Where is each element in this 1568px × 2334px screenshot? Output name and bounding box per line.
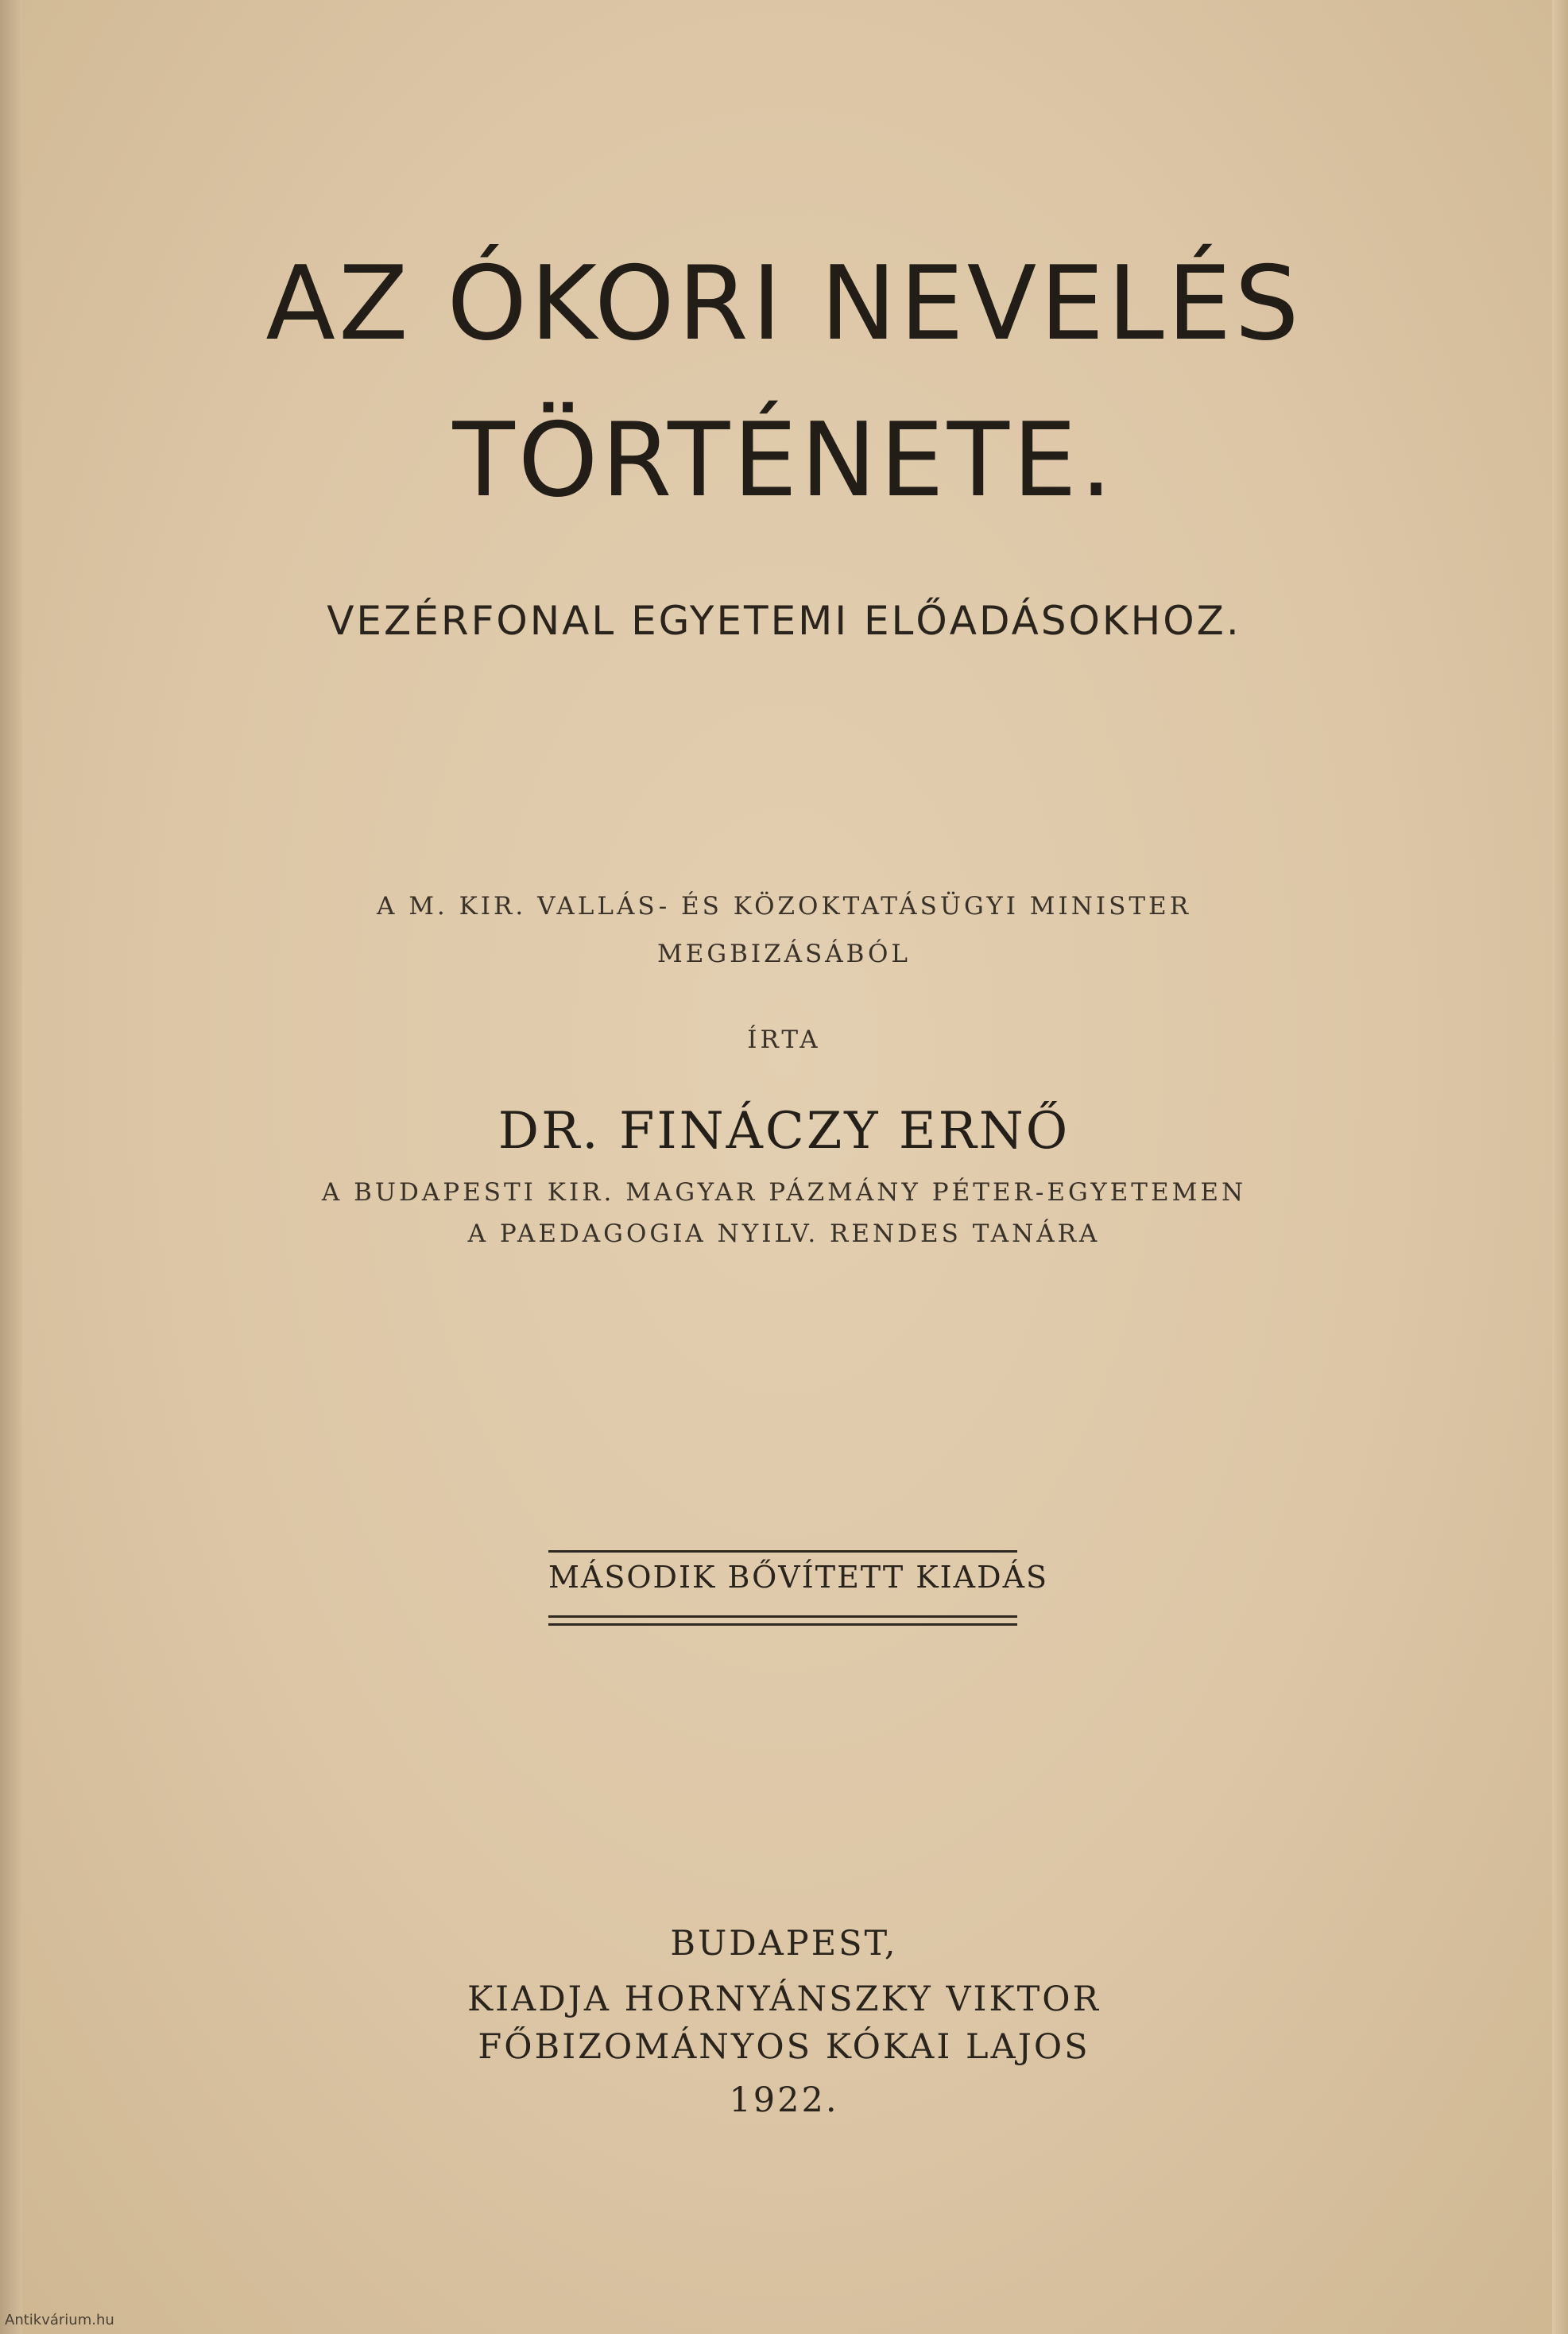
edition-rule-bottom-2: [548, 1623, 1017, 1626]
title-line-1: AZ ÓKORI NEVELÉS: [265, 245, 1303, 363]
edition-label: MÁSODIK BŐVÍTETT KIADÁS: [548, 1560, 1049, 1595]
commission-line-2: MEGBIZÁSÁBÓL: [656, 940, 912, 968]
author-affiliation-line-2: A PAEDAGOGIA NYILV. RENDES TANÁRA: [467, 1219, 1101, 1248]
written-by-label: ÍRTA: [747, 1025, 821, 1054]
edition-rule-top: [548, 1550, 1017, 1553]
imprint-publisher: KIADJA HORNYÁNSZKY VIKTOR: [467, 1979, 1101, 2019]
commission-line-1: A M. KIR. VALLÁS- ÉS KÖZOKTATÁSÜGYI MINISTER: [376, 892, 1192, 921]
author-name: DR. FINÁCZY ERNŐ: [498, 1102, 1070, 1161]
subtitle: VEZÉRFONAL EGYETEMI ELŐADÁSOKHOZ.: [327, 598, 1241, 644]
edition-rule-bottom-1: [548, 1615, 1017, 1618]
title-line-2: TÖRTÉNETE.: [452, 401, 1116, 520]
imprint-city: BUDAPEST,: [670, 1924, 898, 1964]
edition-box: [548, 1550, 1049, 1631]
imprint-distributor: FŐBIZOMÁNYOS KÓKAI LAJOS: [478, 2027, 1090, 2067]
imprint-year: 1922.: [729, 2080, 839, 2120]
watermark: Antikvárium.hu: [5, 2312, 114, 2328]
author-affiliation-line-1: A BUDAPESTI KIR. MAGYAR PÁZMÁNY PÉTER-EGYETEMEN: [321, 1178, 1247, 1207]
